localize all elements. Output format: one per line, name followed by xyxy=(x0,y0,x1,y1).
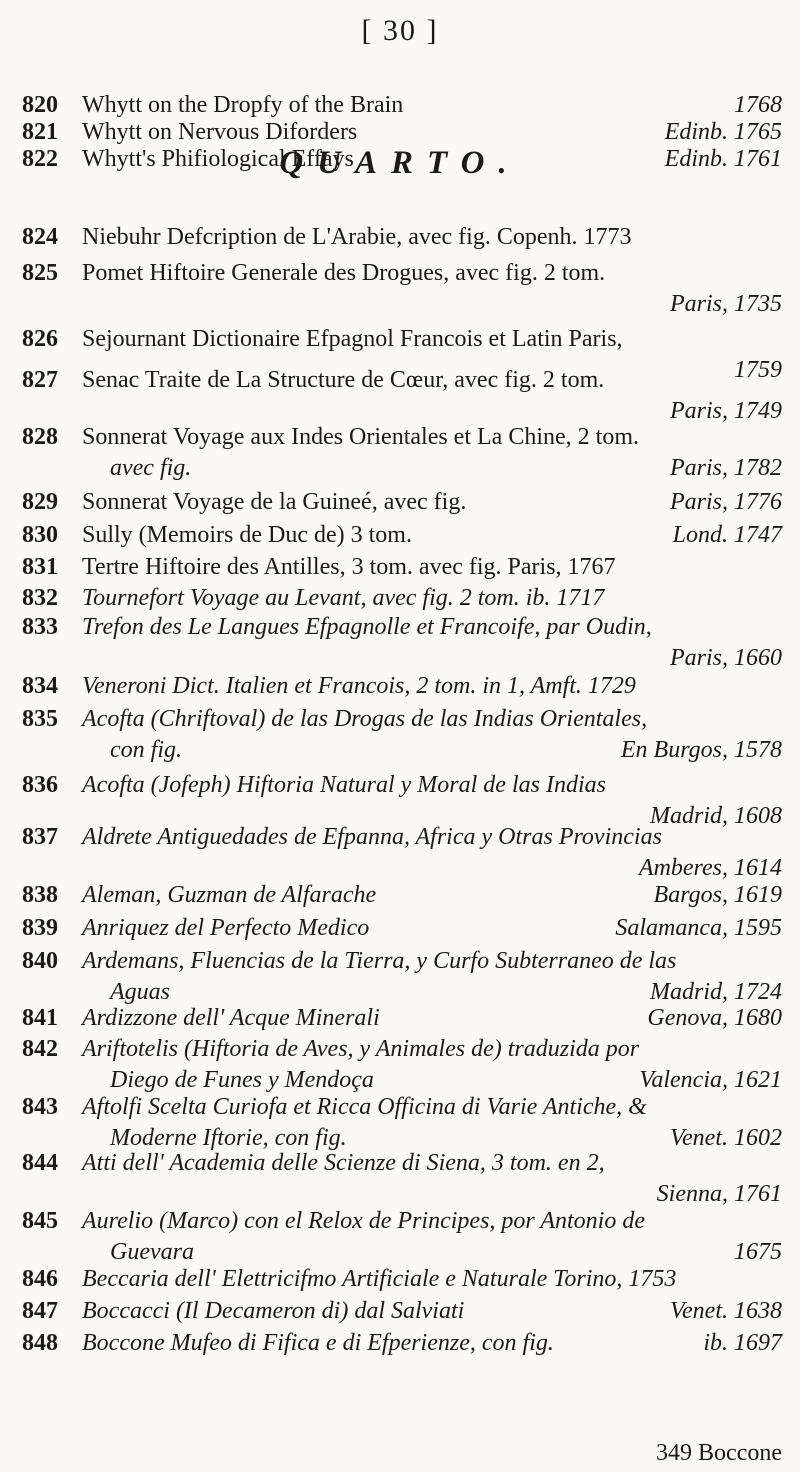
entry-title: Aldrete Antiguedades de Efpanna, Africa y Otras Provincias xyxy=(82,824,662,850)
entry-number: 829 xyxy=(22,489,58,515)
entry-title: Veneroni Dict. Italien et Francois, 2 tom. in 1, Amft. 1729 xyxy=(82,673,636,699)
entry-number: 827 xyxy=(22,367,58,393)
entry-imprint: Paris, 1660 xyxy=(669,645,782,671)
entry-title: Sejournant Dictionaire Efpagnol Francois et Latin Paris, xyxy=(82,326,623,352)
entry-number: 840 xyxy=(22,948,58,974)
entry-imprint: Madrid, 1608 xyxy=(650,803,782,829)
entry-number: 834 xyxy=(22,673,58,699)
entry-imprint: 1759 xyxy=(734,357,782,383)
entry-number: 839 xyxy=(22,915,58,941)
entry-imprint: Edinb. 1761 xyxy=(664,146,782,172)
catalogue-entry xyxy=(22,422,782,484)
entry-number: 837 xyxy=(22,824,58,850)
entry-number: 826 xyxy=(22,326,58,352)
entry-title: Ardizzone dell' Acque Minerali xyxy=(82,1005,380,1031)
entry-imprint: En Burgos, 1578 xyxy=(620,737,782,763)
entry-title: Tournefort Voyage au Levant, avec fig. 2 tom. ib. 1717 xyxy=(82,585,605,611)
catalogue-entry xyxy=(22,258,782,320)
entry-title: Senac Traite de La Structure de Cœur, avec fig. 2 tom. xyxy=(82,367,605,393)
entry-number: 820 xyxy=(22,92,58,118)
entry-number: 824 xyxy=(22,224,58,250)
catalogue-entry xyxy=(22,583,782,614)
catalogue-entry xyxy=(22,1206,782,1268)
entry-imprint: Bargos, 1619 xyxy=(653,882,782,908)
entry-title: Whytt on Nervous Diforders xyxy=(82,119,358,145)
entry-imprint: Madrid, 1724 xyxy=(650,979,782,1005)
entry-title: Niebuhr Defcription de L'Arabie, avec fig. Copenh. 1773 xyxy=(82,224,632,250)
entry-number: 822 xyxy=(22,146,58,172)
entry-title: Pomet Hiftoire Generale des Drogues, avec fig. 2 tom. xyxy=(82,260,606,286)
entry-title: Trefon des Le Langues Efpagnolle et Francoife, par Oudin, xyxy=(82,614,652,640)
catalogue-entry xyxy=(22,822,782,884)
catalogue-entry xyxy=(22,222,782,253)
entry-title: Aurelio (Marco) con el Relox de Principes, por Antonio de xyxy=(82,1208,645,1234)
entry-title: Sully (Memoirs de Duc de) 3 tom. xyxy=(82,522,412,548)
entry-title: Ariftotelis (Hiftoria de Aves, y Animales de) traduzida por xyxy=(82,1036,640,1062)
catalogue-entry xyxy=(22,1034,782,1096)
entry-title: Anriquez del Perfecto Medico xyxy=(82,915,370,941)
entry-title: Acofta (Jofeph) Hiftoria Natural y Moral de las Indias xyxy=(82,772,606,798)
entry-imprint: Paris, 1749 xyxy=(669,398,782,424)
entry-number: 825 xyxy=(22,260,58,286)
entry-title: Tertre Hiftoire des Antilles, 3 tom. avec fig. Paris, 1767 xyxy=(82,554,616,580)
catalogue-entry xyxy=(22,704,782,766)
entry-number: 842 xyxy=(22,1036,58,1062)
entry-number: 831 xyxy=(22,554,58,580)
entry-imprint: 1768 xyxy=(734,92,782,118)
entry-title: Whytt's Phifiological Effays xyxy=(82,146,354,172)
catalogue-entry xyxy=(22,1264,782,1295)
entry-number: 841 xyxy=(22,1005,58,1031)
entry-number: 833 xyxy=(22,614,58,640)
entry-imprint: Venet. 1602 xyxy=(670,1125,782,1151)
entry-number: 844 xyxy=(22,1150,58,1176)
entry-title: Beccaria dell' Elettricifmo Artificiale e Naturale Torino, 1753 xyxy=(82,1266,677,1292)
entry-title: Ardemans, Fluencias de la Tierra, y Curfo Subterraneo de las xyxy=(82,948,677,974)
catalogue-entry xyxy=(22,487,782,518)
entry-number: 830 xyxy=(22,522,58,548)
entry-imprint: Salamanca, 1595 xyxy=(615,915,782,941)
entry-number: 846 xyxy=(22,1266,58,1292)
catalogue-entry xyxy=(22,520,782,551)
entry-imprint: ib. 1697 xyxy=(703,1330,782,1356)
entry-imprint: Amberes, 1614 xyxy=(638,855,782,881)
entry-title: Atti dell' Academia delle Scienze di Siena, 3 tom. en 2, xyxy=(82,1150,605,1176)
entry-number: 845 xyxy=(22,1208,58,1234)
catalogue-entry xyxy=(22,1092,782,1154)
entry-number: 835 xyxy=(22,706,58,732)
entry-title: Sonnerat Voyage aux Indes Orientales et La Chine, 2 tom. xyxy=(82,424,639,450)
catalogue-entry xyxy=(22,612,782,674)
entry-continuation: Diego de Funes y Mendoça xyxy=(110,1067,374,1093)
entry-continuation: avec fig. xyxy=(110,455,192,481)
entry-imprint: 1675 xyxy=(734,1239,782,1265)
catalogue-entry xyxy=(22,946,782,1008)
entry-number: 843 xyxy=(22,1094,58,1120)
catalogue-entry xyxy=(22,880,782,911)
catalogue-entry xyxy=(22,1148,782,1210)
catalogue-entry xyxy=(22,552,782,583)
entry-title: Sonnerat Voyage de la Guineé, avec fig. xyxy=(82,489,467,515)
entry-number: 832 xyxy=(22,585,58,611)
entry-imprint: Sienna, 1761 xyxy=(656,1181,782,1207)
entry-continuation: Guevara xyxy=(110,1239,194,1265)
entry-number: 836 xyxy=(22,772,58,798)
entry-number: 828 xyxy=(22,424,58,450)
entry-number: 847 xyxy=(22,1298,58,1324)
entry-title: Aftolfi Scelta Curiofa et Ricca Officina di Varie Antiche, & xyxy=(82,1094,647,1120)
entry-imprint: Venet. 1638 xyxy=(670,1298,782,1324)
catalogue-entry xyxy=(22,144,782,175)
page-number: [ 30 ] xyxy=(361,14,439,47)
entry-imprint: Paris, 1782 xyxy=(669,455,782,481)
catchword: 349 Boccone xyxy=(656,1440,782,1466)
entry-continuation: Aguas xyxy=(110,979,170,1005)
catalogue-entry xyxy=(22,671,782,702)
entry-title: Acofta (Chriftoval) de las Drogas de las Indias Orientales, xyxy=(82,706,648,732)
catalogue-entry xyxy=(22,365,782,427)
entry-imprint: Genova, 1680 xyxy=(647,1005,782,1031)
catalogue-entry xyxy=(22,1328,782,1359)
entry-imprint: Valencia, 1621 xyxy=(639,1067,782,1093)
catalogue-entry xyxy=(22,1296,782,1327)
entry-imprint: Lond. 1747 xyxy=(672,522,782,548)
entry-continuation: Moderne Iftorie, con fig. xyxy=(110,1125,347,1151)
entry-imprint: Paris, 1735 xyxy=(669,291,782,317)
entry-title: Boccone Mufeo di Fifica e di Efperienze, con fig. xyxy=(82,1330,554,1356)
catalogue-entry xyxy=(22,1003,782,1034)
entry-title: Whytt on the Dropfy of the Brain xyxy=(82,92,404,118)
entry-imprint: Paris, 1776 xyxy=(669,489,782,515)
catalogue-entry xyxy=(22,913,782,944)
entry-number: 848 xyxy=(22,1330,58,1356)
entry-continuation: con fig. xyxy=(110,737,182,763)
entry-number: 821 xyxy=(22,119,58,145)
section-heading: QUARTO. xyxy=(279,145,521,181)
entry-title: Aleman, Guzman de Alfarache xyxy=(82,882,377,908)
entry-imprint: Edinb. 1765 xyxy=(664,119,782,145)
entry-title: Boccacci (Il Decameron di) dal Salviati xyxy=(82,1298,465,1324)
entry-number: 838 xyxy=(22,882,58,908)
